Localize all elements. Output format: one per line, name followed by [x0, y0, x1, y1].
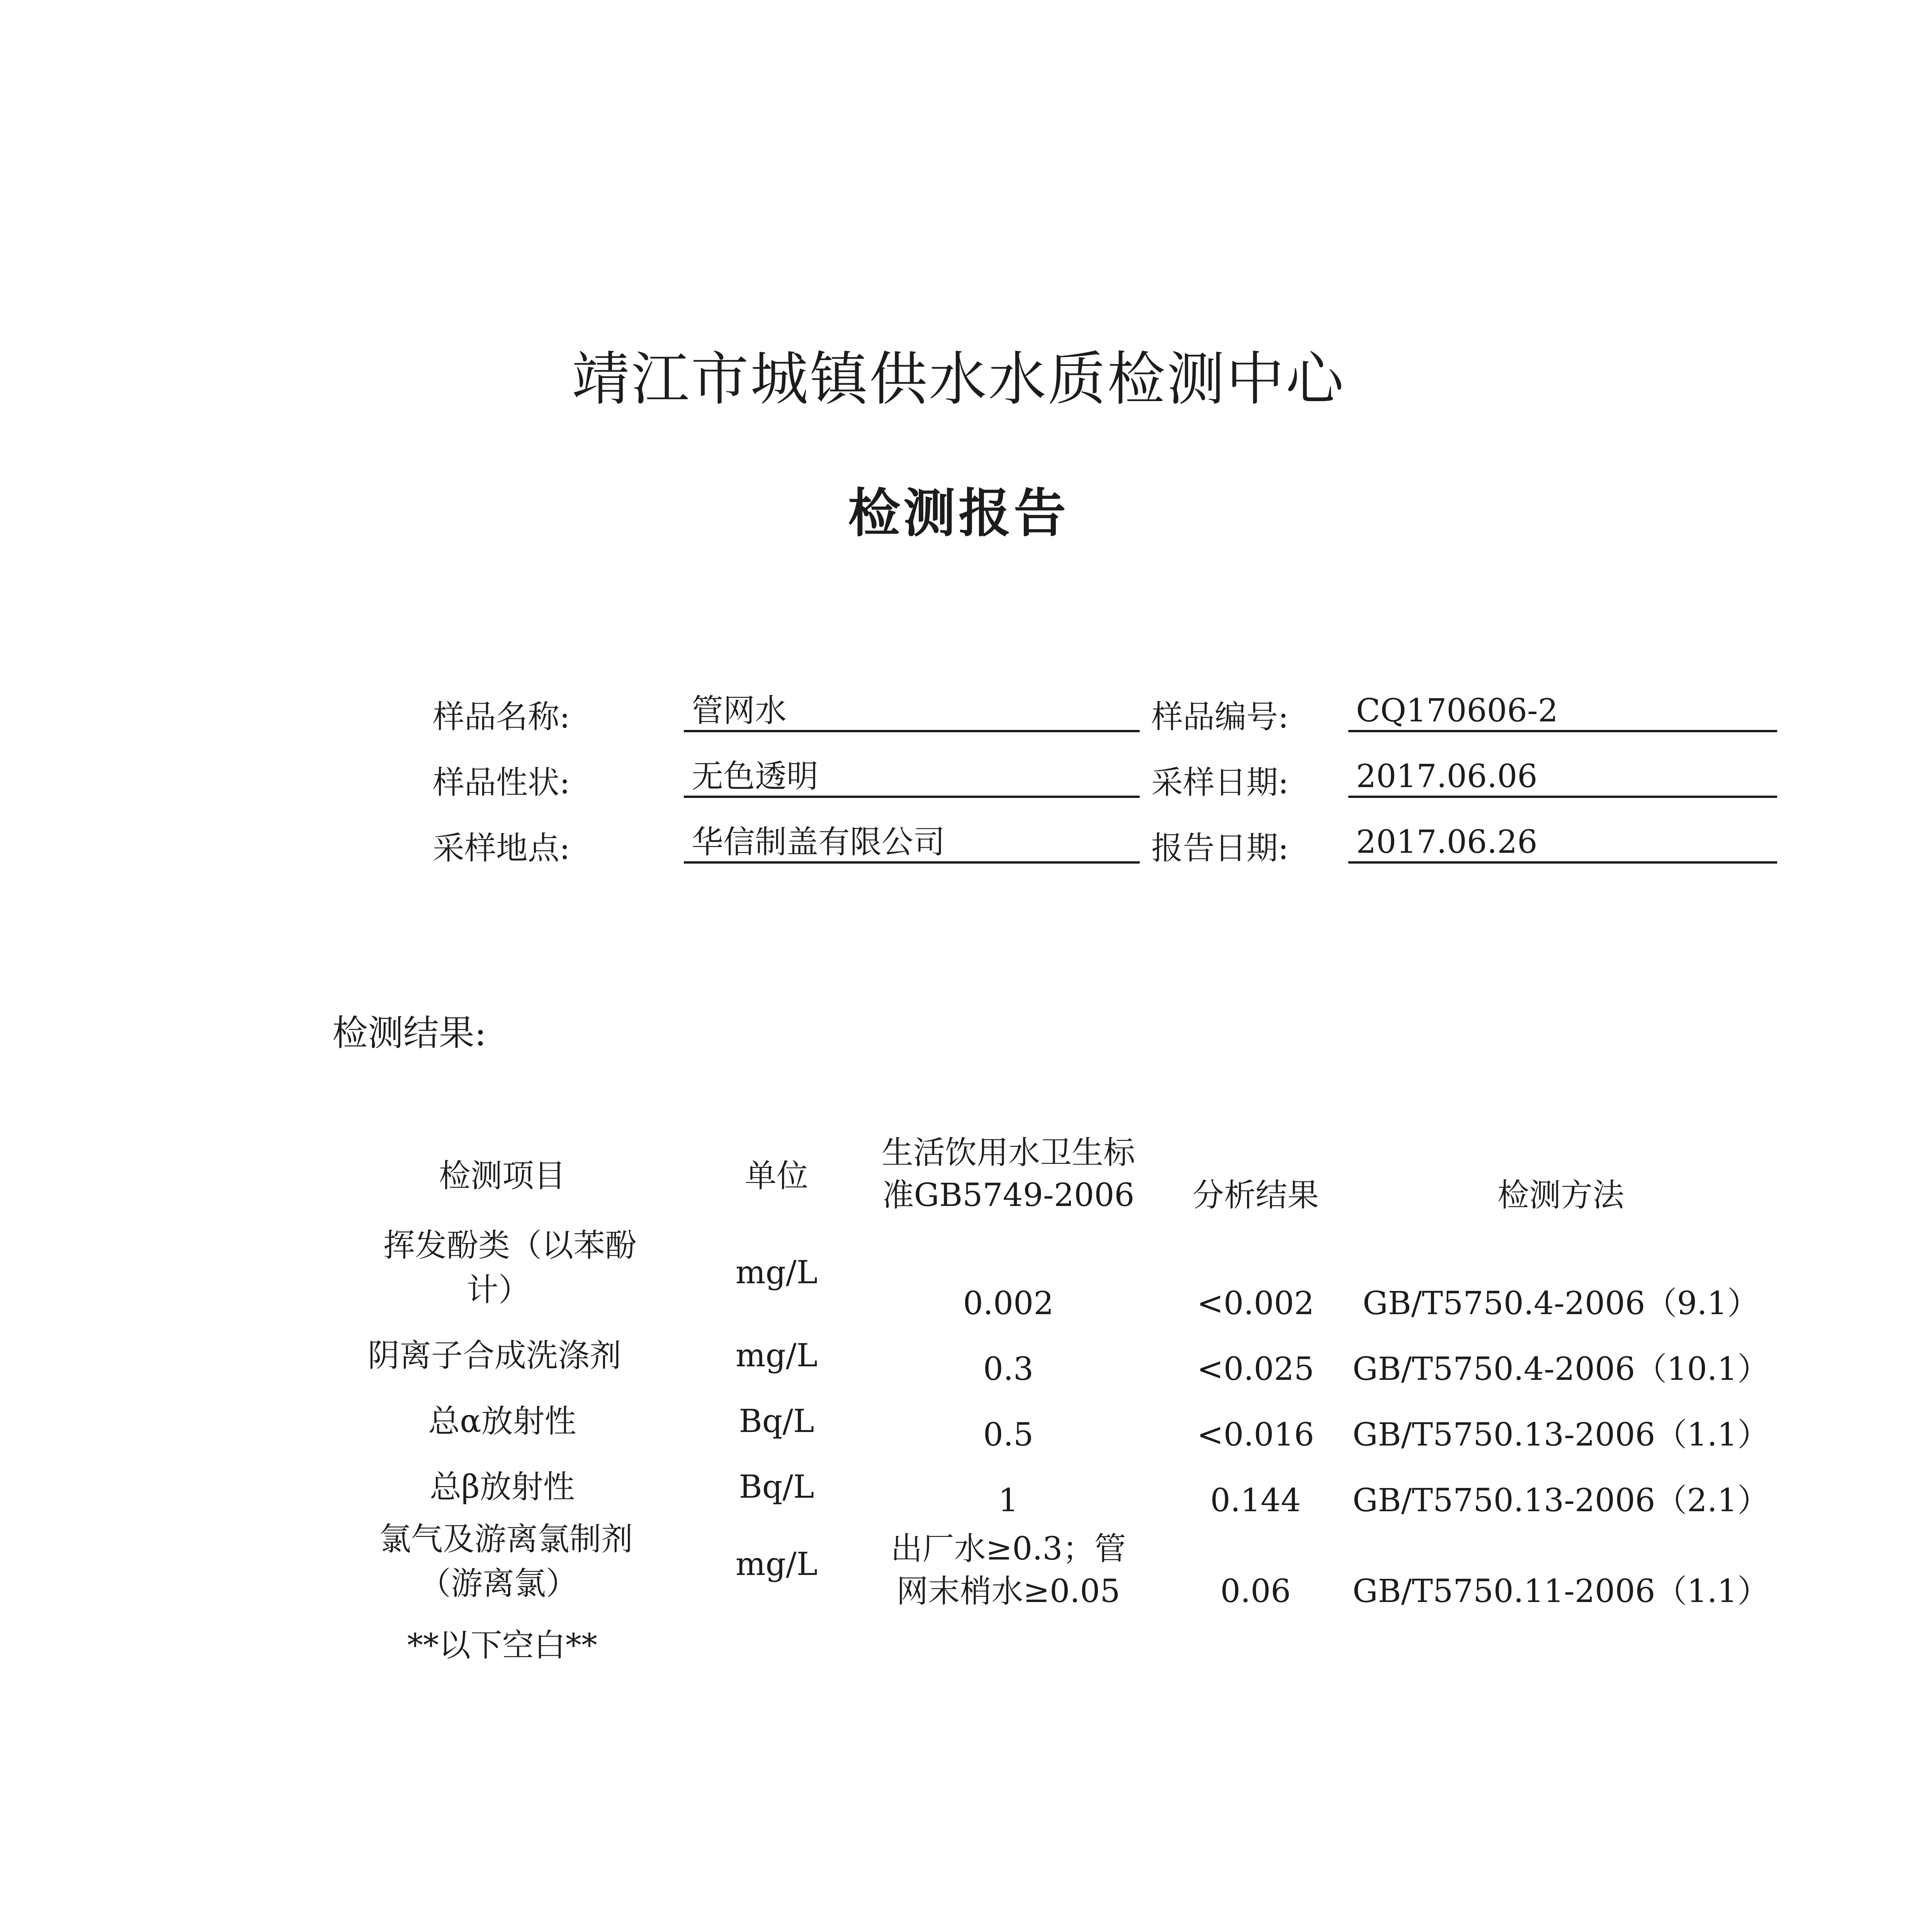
sample-id-value: CQ170606-2 — [1348, 690, 1777, 732]
header-method: 检测方法 — [1497, 1177, 1624, 1214]
row4-standard: 1 — [998, 1482, 1019, 1519]
row1-result: <0.002 — [1197, 1285, 1314, 1322]
row1-item-line1: 挥发酚类（以苯酚 — [383, 1227, 637, 1264]
sampling-location-value: 华信制盖有限公司 — [684, 821, 1140, 864]
row5-unit: mg/L — [735, 1546, 818, 1583]
row1-unit: mg/L — [735, 1254, 818, 1291]
row2-standard: 0.3 — [983, 1351, 1034, 1388]
row2-item: 阴离子合成洗涤剂 — [367, 1337, 621, 1374]
row5-standard-line2: 网末梢水≥0.05 — [896, 1573, 1120, 1610]
sampling-date-value: 2017.06.06 — [1348, 755, 1777, 798]
sample-id-label: 样品编号: — [1151, 699, 1289, 735]
row3-standard: 0.5 — [983, 1417, 1034, 1453]
report-title: 检测报告 — [848, 483, 1069, 544]
header-standard-line1: 生活饮用水卫生标 — [881, 1134, 1135, 1171]
row2-unit: mg/L — [735, 1337, 818, 1374]
results-section-title: 检测结果: — [332, 1012, 486, 1054]
row2-method: GB/T5750.4-2006（10.1） — [1353, 1351, 1769, 1388]
row4-result: 0.144 — [1210, 1482, 1301, 1519]
row5-method: GB/T5750.11-2006（1.1） — [1353, 1573, 1769, 1610]
report-date-value: 2017.06.26 — [1348, 821, 1777, 864]
header-item: 检测项目 — [438, 1158, 566, 1194]
sample-appearance-value: 无色透明 — [684, 755, 1140, 798]
sampling-location-label: 采样地点: — [433, 830, 570, 867]
header-result: 分析结果 — [1192, 1177, 1319, 1214]
sample-appearance-label: 样品性状: — [433, 764, 570, 801]
row1-item-line2: 计） — [466, 1272, 530, 1308]
end-note: **以下空白** — [407, 1627, 597, 1664]
row4-unit: Bq/L — [739, 1469, 814, 1505]
row5-standard-line1: 出厂水≥0.3；管 — [891, 1531, 1126, 1567]
sampling-date-label: 采样日期: — [1151, 764, 1289, 801]
report-date-label: 报告日期: — [1151, 830, 1289, 867]
organization-title: 靖江市城镇供水水质检测中心 — [571, 346, 1345, 413]
sample-name-value: 管网水 — [684, 690, 1140, 732]
row2-result: <0.025 — [1197, 1351, 1314, 1388]
row5-item-line1: 氯气及游离氯制剂 — [379, 1521, 633, 1558]
row3-item: 总α放射性 — [428, 1403, 576, 1440]
header-unit: 单位 — [744, 1158, 808, 1194]
row5-item-line2: （游离氯） — [419, 1565, 578, 1602]
sample-name-label: 样品名称: — [433, 699, 570, 735]
row3-method: GB/T5750.13-2006（1.1） — [1353, 1417, 1769, 1453]
header-standard-line2: 准GB5749-2006 — [882, 1177, 1135, 1214]
row4-item: 总β放射性 — [430, 1469, 575, 1505]
row3-unit: Bq/L — [739, 1403, 814, 1440]
row1-method: GB/T5750.4-2006（9.1） — [1363, 1285, 1759, 1322]
row5-result: 0.06 — [1220, 1573, 1291, 1610]
row1-standard: 0.002 — [963, 1285, 1054, 1322]
row3-result: <0.016 — [1197, 1417, 1314, 1453]
row4-method: GB/T5750.13-2006（2.1） — [1353, 1482, 1769, 1519]
